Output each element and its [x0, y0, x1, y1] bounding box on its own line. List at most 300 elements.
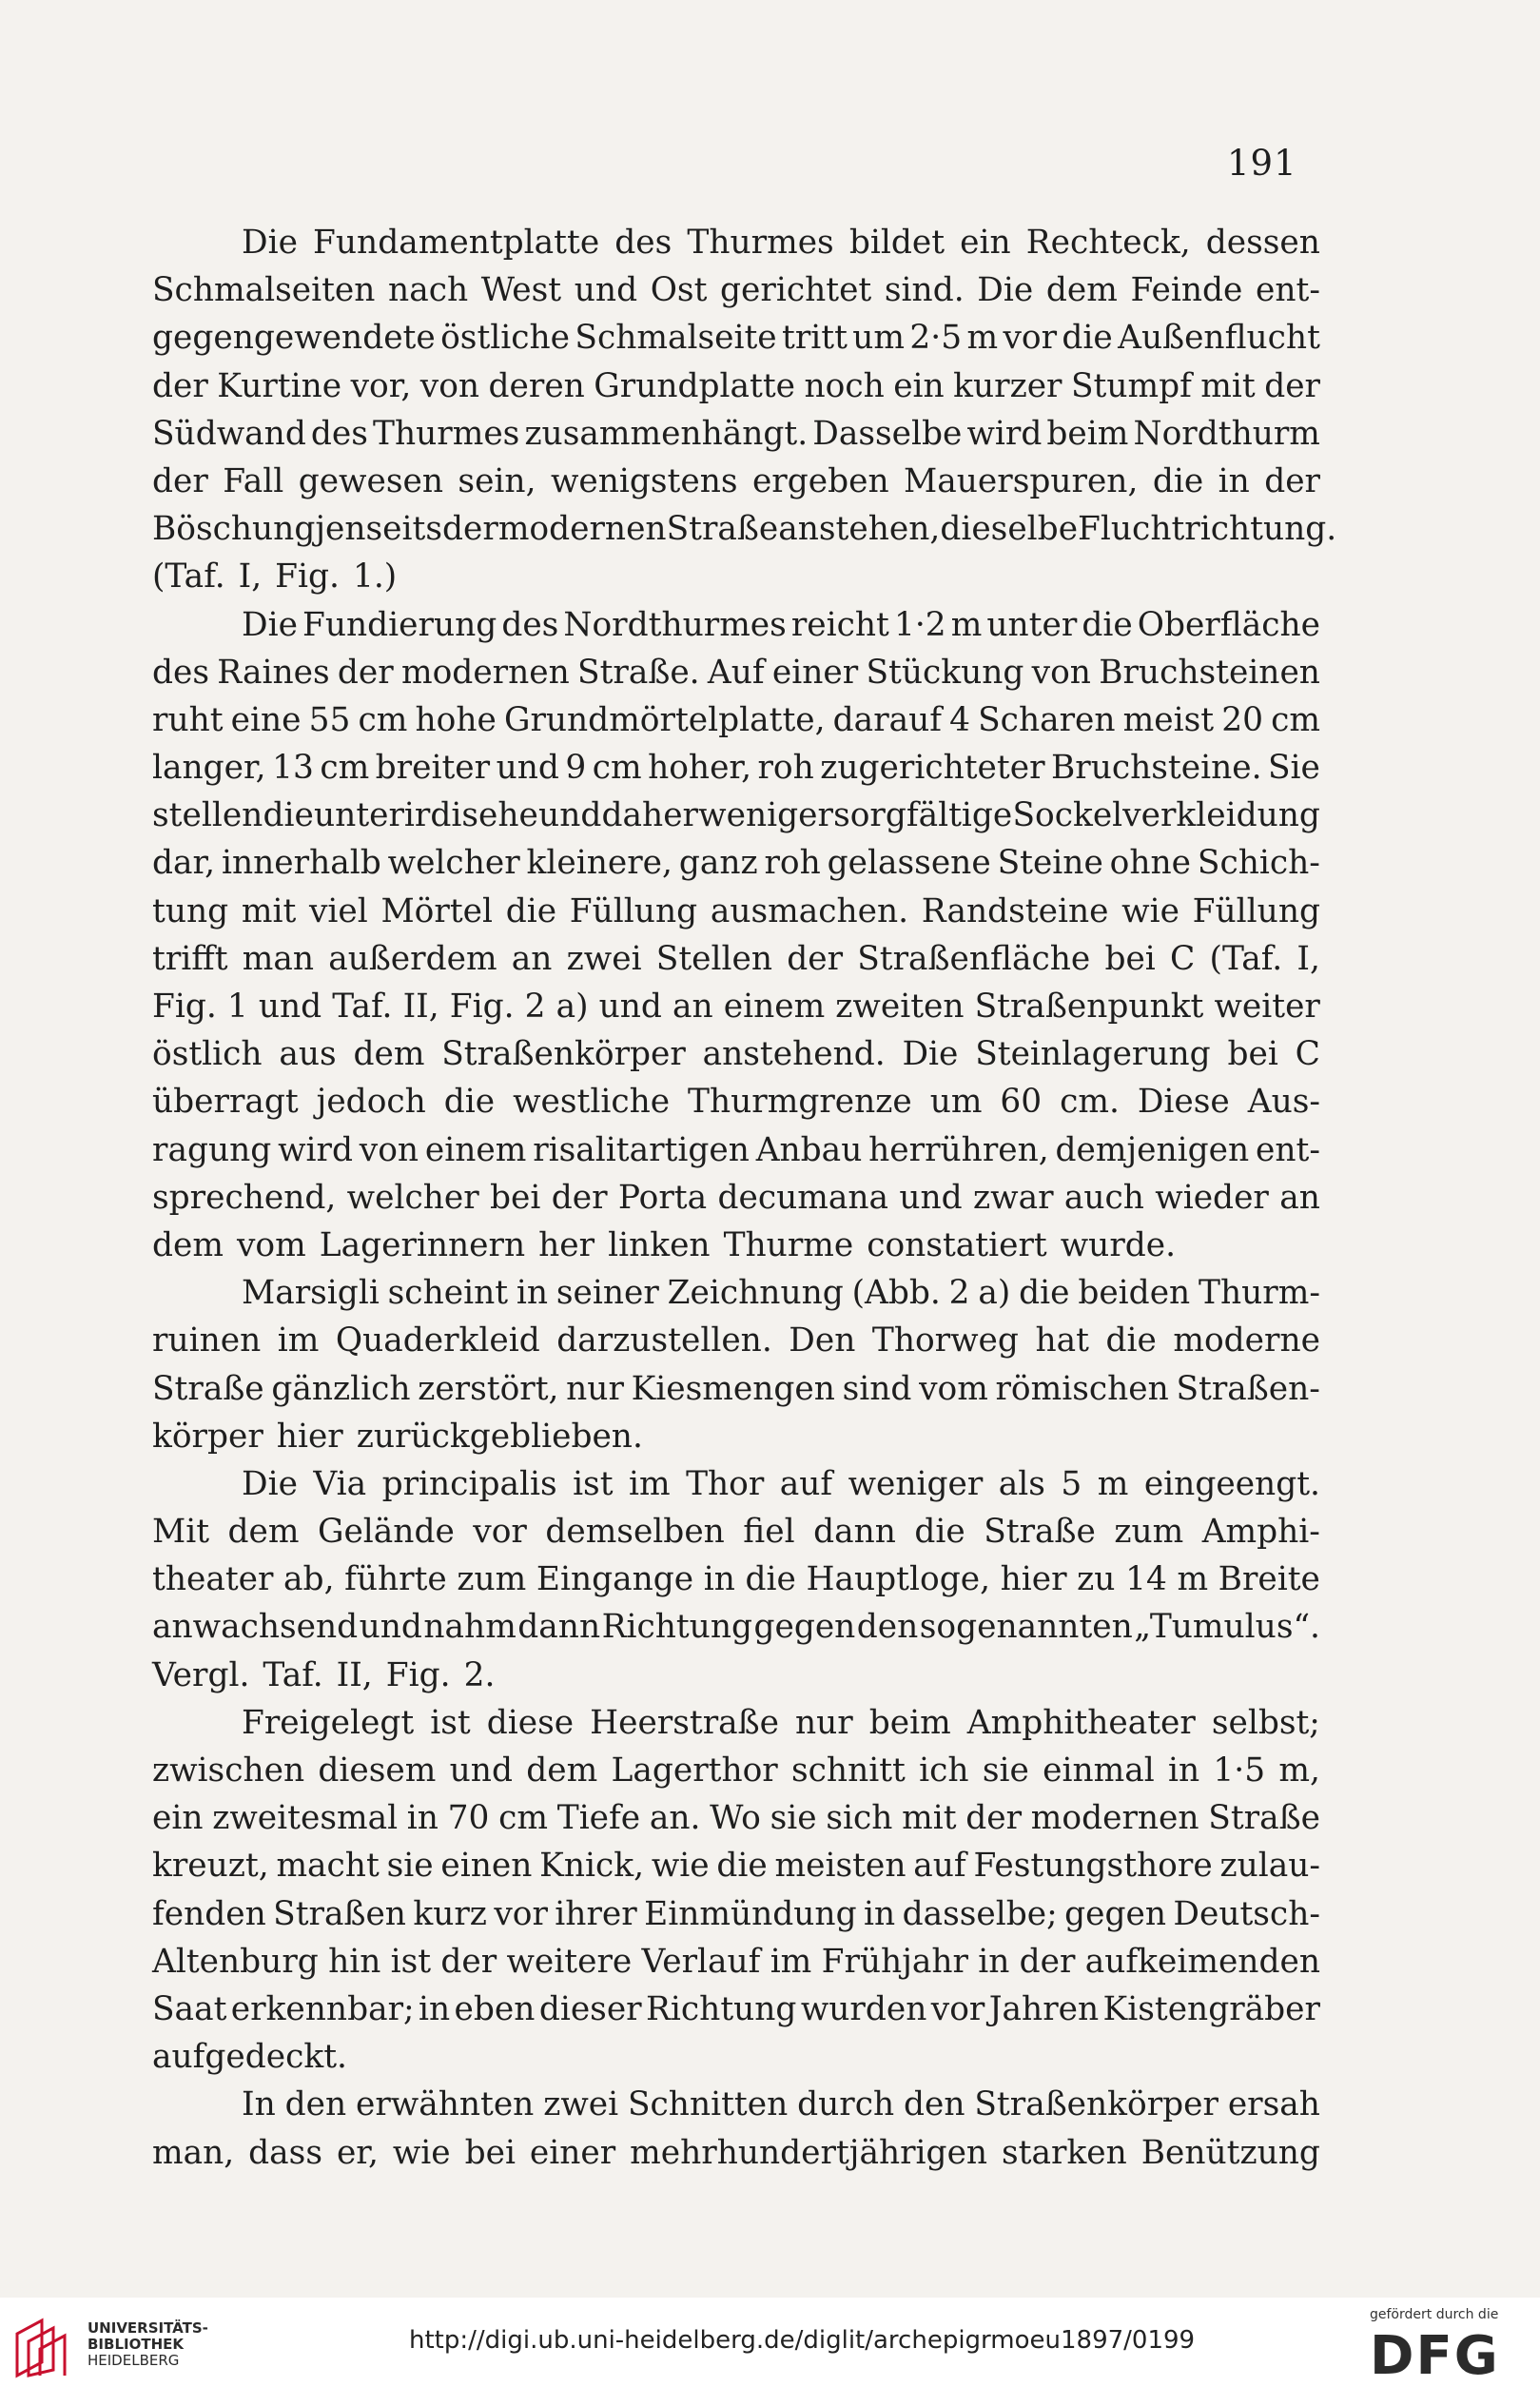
word: ein [152, 1799, 204, 1838]
word: (Abb. [851, 1274, 941, 1313]
word: eben [454, 1989, 536, 2028]
word: reicht [790, 605, 889, 644]
dfg-logo-text: DFG [1370, 2326, 1500, 2379]
word: von [359, 1130, 419, 1169]
text-line [152, 219, 1320, 266]
word: der [152, 366, 208, 405]
word: zugerichteter [820, 749, 1045, 788]
word: weniger [848, 1464, 984, 1503]
word: Südwand [152, 414, 306, 453]
word: Lagerinnern [319, 1225, 526, 1264]
text-line [152, 410, 1320, 458]
word: principalis [381, 1464, 557, 1503]
word: jedoch [316, 1083, 426, 1122]
word: die [1082, 605, 1133, 644]
word: erkennbar; [230, 1989, 415, 2028]
word: Fig. [275, 558, 340, 597]
word: der [442, 510, 498, 549]
word: zurückgeblieben. [356, 1417, 643, 1456]
word: Grundplatte [594, 366, 796, 405]
word: sie [386, 1847, 434, 1886]
word: erwähnten [355, 2085, 535, 2124]
word: Zeichnung [667, 1274, 844, 1313]
word: einem [723, 988, 826, 1026]
word: an [1279, 1178, 1320, 1217]
word: gegen [1064, 1894, 1166, 1933]
word: Straße. [577, 653, 700, 692]
word: zwischen [152, 1751, 305, 1790]
word: ganz [678, 844, 758, 883]
word: Feinde [1130, 271, 1243, 310]
word: ohne [1109, 844, 1192, 883]
word: C [1170, 939, 1196, 978]
word: In [242, 2085, 276, 2124]
word: seiner [556, 1274, 659, 1313]
word: Kurtine [217, 366, 342, 405]
word: dieselbe [940, 510, 1079, 549]
word: wurde. [1060, 1225, 1177, 1264]
word: vor [473, 1513, 527, 1552]
word: tung [152, 891, 229, 930]
word: zweiten [835, 988, 965, 1026]
word: Kiesmengen [631, 1369, 835, 1408]
word: die [443, 1083, 496, 1122]
word: bei [1227, 1035, 1278, 1074]
word: anstehen, [778, 510, 941, 549]
word: sein, [458, 461, 536, 500]
word: und [574, 271, 638, 310]
word: um [929, 1083, 983, 1122]
word: um [852, 319, 906, 358]
word: constatiert [867, 1225, 1047, 1264]
word: Grundmörtelplatte, [503, 700, 826, 739]
word: hohe [415, 700, 497, 739]
word: cm [498, 1799, 549, 1838]
word: der [787, 939, 844, 978]
text-line [152, 1986, 1320, 2033]
word: dem [227, 1513, 300, 1552]
word: Richtung [646, 1989, 797, 2028]
word: Sie [1268, 749, 1320, 788]
word: Diese [1137, 1083, 1230, 1122]
word: vor, [350, 366, 412, 405]
word: m, [1278, 1751, 1320, 1790]
word: Schmalseite [575, 319, 777, 358]
word: und [598, 988, 662, 1026]
word: die [1019, 1274, 1070, 1313]
word: vor [1003, 319, 1058, 358]
word: Außenflucht [1118, 319, 1320, 358]
word: zu [1077, 1560, 1116, 1599]
word: weiter [1214, 988, 1320, 1026]
text-line [152, 1317, 1320, 1364]
word: östliche [440, 319, 571, 358]
word: 55 [308, 700, 351, 739]
word: jenseits [315, 510, 442, 549]
word: auf [779, 1464, 833, 1503]
word: 4 [949, 700, 971, 739]
word: her [538, 1225, 595, 1264]
word: bildet [848, 224, 945, 262]
word: ab, [283, 1560, 335, 1599]
word: nach [388, 271, 469, 310]
word: C [1295, 1035, 1320, 1074]
word: einer [529, 2133, 616, 2172]
word: bei [490, 1178, 541, 1217]
word: moderne [1173, 1321, 1320, 1360]
word: Die [242, 224, 298, 262]
word: Oberfläche [1137, 605, 1320, 644]
word: Festungsthore [973, 1847, 1213, 1886]
word: die [745, 1560, 796, 1599]
word: Die [242, 605, 298, 644]
word: vor [930, 1989, 985, 2028]
word: ergeben [751, 461, 889, 500]
word: aus [279, 1035, 337, 1074]
word: anstehend. [702, 1035, 886, 1074]
word: Straße [152, 1369, 264, 1408]
word: demjenigen [1055, 1130, 1250, 1169]
word: langer, [152, 749, 266, 788]
word: Füllung [569, 891, 698, 930]
text-line [152, 505, 1337, 553]
word: Thor [686, 1464, 765, 1503]
word: 1·2 [893, 605, 946, 644]
word: welcher [387, 844, 520, 883]
word: Thurmes [687, 224, 834, 262]
word: die [1152, 461, 1204, 500]
word: Richtung [601, 1608, 752, 1647]
word: als [998, 1464, 1045, 1503]
word: decumana [717, 1178, 888, 1217]
word: (Taf. [1209, 939, 1283, 978]
word: Einmündung [644, 1894, 857, 1933]
word: Altenburg [152, 1942, 319, 1981]
word: Randsteine [921, 891, 1109, 930]
word: die [505, 891, 557, 930]
word: zerstört, [418, 1369, 559, 1408]
word: der [337, 653, 394, 692]
word: dem [152, 1225, 224, 1264]
word: wie [1121, 891, 1179, 930]
word: darauf [832, 700, 943, 739]
word: Amphi- [1201, 1513, 1320, 1552]
word: Freigelegt [242, 1703, 415, 1742]
word: in [406, 1799, 439, 1838]
word: im [277, 1321, 320, 1360]
word: des [614, 224, 673, 262]
word: Quaderkleid [335, 1321, 540, 1360]
word: m [966, 319, 999, 358]
word: 60 [1000, 1083, 1043, 1122]
word: aufgedeckt. [152, 2038, 347, 2077]
word: Vergl. [152, 1655, 250, 1694]
word: Den [789, 1321, 856, 1360]
word: Straße [666, 510, 779, 549]
word: Taf. [332, 988, 393, 1026]
word: eingeengt. [1143, 1464, 1320, 1503]
word: 2 [948, 1274, 970, 1313]
word: Die [977, 271, 1034, 310]
text-line [152, 1222, 1320, 1269]
word: breiter [375, 749, 491, 788]
word: darzustellen. [556, 1321, 772, 1360]
word: einer [771, 653, 859, 692]
text-line [152, 2081, 1320, 2128]
word: Thurmes [373, 414, 520, 453]
word: Wo [710, 1799, 761, 1838]
source-url-link[interactable]: http://digi.ub.uni-heidelberg.de/diglit/archepigrmoeu1897/0199 [409, 2326, 1196, 2355]
word: nahm [423, 1608, 517, 1647]
word: meist [1122, 700, 1215, 739]
word: ist [430, 1703, 471, 1742]
word: Stumpf [1070, 366, 1192, 405]
word: man, [152, 2133, 235, 2172]
word: wie [651, 1847, 710, 1886]
text-line [152, 1508, 1320, 1555]
text-line [152, 1842, 1320, 1889]
word: römischen [995, 1369, 1169, 1408]
word: zwei [566, 939, 642, 978]
word: dann [813, 1513, 896, 1552]
word: der [1264, 461, 1320, 500]
word: der [1019, 1942, 1076, 1981]
word: an [511, 939, 553, 978]
word: theater [152, 1560, 274, 1599]
word: außerdem [328, 939, 497, 978]
text-line [152, 1365, 1320, 1413]
text-line [152, 601, 1320, 649]
word: macht [276, 1847, 380, 1886]
word: die [263, 796, 314, 835]
word: sprechend, [152, 1178, 337, 1217]
word: gewesen [298, 461, 443, 500]
university-library-name: UNIVERSITÄTS- BIBLIOTHEK HEIDELBERG [88, 2319, 208, 2369]
word: Mauerspuren, [904, 461, 1139, 500]
text-line [152, 744, 1320, 792]
word: Breite [1218, 1560, 1320, 1599]
word: Aus- [1247, 1083, 1320, 1122]
word: Scharen [978, 700, 1116, 739]
word: mehrhundertjährigen [630, 2133, 988, 2172]
word: meisten [774, 1847, 906, 1886]
word: des [152, 653, 210, 692]
word: auch [1063, 1178, 1144, 1217]
word: m [1097, 1464, 1129, 1503]
text-line [152, 1460, 1320, 1508]
text-line [152, 553, 1320, 600]
text-line [152, 1030, 1320, 1078]
word: einem [424, 1130, 527, 1169]
dfg-logo-icon [1370, 2326, 1512, 2379]
word: die [716, 1847, 768, 1886]
word: cm [320, 749, 370, 788]
word: modernen [1030, 1799, 1199, 1838]
word: Thorweg [871, 1321, 1019, 1360]
word: der [1264, 366, 1320, 405]
word: 2·5 [909, 319, 963, 358]
word: 2. [463, 1655, 496, 1694]
word: Straße [1208, 1799, 1320, 1838]
word: des [501, 605, 559, 644]
word: gerichtet [720, 271, 872, 310]
word: zwar [973, 1178, 1054, 1217]
text-line [152, 2033, 1320, 2081]
word: stellen [152, 796, 263, 835]
word: und [449, 1751, 513, 1790]
word: sie [770, 1799, 817, 1838]
word: der [965, 1799, 1023, 1838]
text-line [152, 2129, 1320, 2177]
word: sich [826, 1799, 893, 1838]
word: 70 [447, 1799, 490, 1838]
word: wird [966, 414, 1043, 453]
word: unterirdisehe [314, 796, 538, 835]
word: Straßen- [1176, 1369, 1320, 1408]
word: trifft [152, 939, 228, 978]
word: schnitt [791, 1751, 906, 1790]
word: noch [804, 366, 885, 405]
word: ersah [1227, 2085, 1320, 2124]
page-number: 191 [1227, 143, 1297, 184]
word: vom [236, 1225, 306, 1264]
word: in [419, 1989, 451, 2028]
word: 1 [226, 988, 248, 1026]
word: in [978, 1942, 1010, 1981]
text-line [152, 792, 1320, 839]
word: Deutsch- [1173, 1894, 1320, 1933]
word: ruinen [152, 1321, 262, 1360]
word: diese [486, 1703, 575, 1742]
word: aufkeimenden [1084, 1942, 1320, 1981]
word: diesem [318, 1751, 437, 1790]
word: 14 [1125, 1560, 1167, 1599]
text-line [152, 839, 1320, 887]
word: nur [795, 1703, 853, 1742]
word: risalitartigen [533, 1130, 750, 1169]
word: in [864, 1894, 896, 1933]
word: Thurm- [1199, 1274, 1320, 1313]
word: linken [608, 1225, 711, 1264]
word: Mit [152, 1513, 210, 1552]
word: kreuzt, [152, 1847, 269, 1886]
word: Straßenpunkt [974, 988, 1204, 1026]
word: beim [1046, 414, 1129, 453]
word: dann [517, 1608, 601, 1647]
word: m [1177, 1560, 1209, 1599]
word: Tiefe [556, 1799, 641, 1838]
word: wird [278, 1130, 353, 1169]
word: I, [1296, 939, 1320, 978]
word: 13 [272, 749, 314, 788]
word: m [950, 605, 983, 644]
word: mit [902, 1799, 957, 1838]
word: unter [986, 605, 1078, 644]
word: dem [353, 1035, 425, 1074]
word: beim [868, 1703, 951, 1742]
word: und [258, 988, 322, 1026]
word: sorgfältige [833, 796, 1013, 835]
word: Fall [223, 461, 284, 500]
word: vor [494, 1894, 548, 1933]
text-line [152, 1938, 1320, 1986]
word: man [242, 939, 314, 978]
word: Fluchtrichtung. [1078, 510, 1337, 549]
word: dasselbe; [902, 1894, 1058, 1933]
word: Stückung [866, 653, 1024, 692]
word: 20 [1221, 700, 1263, 739]
word: von [1031, 653, 1091, 692]
word: sie [982, 1751, 1029, 1790]
word: hoher, [648, 749, 752, 788]
word: Straßen [273, 1894, 406, 1933]
word: herrühren, [868, 1130, 1049, 1169]
word: in [516, 1274, 549, 1313]
word: Nordthurm [1133, 414, 1320, 453]
word: kleinere, [526, 844, 673, 883]
text-line [152, 1555, 1320, 1603]
word: Fundamentplatte [313, 224, 600, 262]
word: in [703, 1560, 735, 1599]
word: wenigstens [550, 461, 738, 500]
word: roh [764, 844, 821, 883]
word: hin [328, 1942, 381, 1981]
word: dieser [538, 1989, 642, 2028]
word: Saat [152, 1989, 227, 2028]
word: scheint [387, 1274, 509, 1313]
word: ich [919, 1751, 969, 1790]
text-line [152, 1652, 1320, 1699]
word: nur [566, 1369, 624, 1408]
word: Frühjahr [821, 1942, 968, 1981]
word: II, [336, 1655, 373, 1694]
word: Straßenfläche [857, 939, 1091, 978]
word: Dasselbe [812, 414, 963, 453]
text-line [152, 1269, 1320, 1317]
word: 5 [1061, 1464, 1082, 1503]
word: innerhalb [222, 844, 381, 883]
word: eine [230, 700, 302, 739]
word: Anbau [755, 1130, 863, 1169]
word: östlich [152, 1035, 263, 1074]
word: Bruchsteinen [1099, 653, 1320, 692]
word: Marsigli [242, 1274, 380, 1313]
word: in [1167, 1751, 1200, 1790]
text-line [152, 696, 1320, 744]
word: modernen [497, 510, 667, 549]
word: Auf [707, 653, 765, 692]
word: kurzer [953, 366, 1062, 405]
word: Die [242, 1464, 298, 1503]
word: 1·5 [1213, 1751, 1266, 1790]
word: sind. [884, 271, 965, 310]
word: Füllung [1192, 891, 1320, 930]
word: sogenannten [919, 1608, 1133, 1647]
word: mit [241, 891, 297, 930]
word: er, [336, 2133, 379, 2172]
text-line [152, 1603, 1320, 1651]
word: Bruchsteine. [1051, 749, 1262, 788]
word: modernen [400, 653, 570, 692]
word: Lagerthor [611, 1751, 778, 1790]
word: Hauptloge, [806, 1560, 990, 1599]
word: dem [526, 1751, 598, 1790]
word: gegen [753, 1608, 856, 1647]
word: gegengewendete [152, 319, 436, 358]
word: zum [457, 1560, 527, 1599]
word: Steinlagerung [975, 1035, 1211, 1074]
word: Thurmgrenze [688, 1083, 912, 1122]
